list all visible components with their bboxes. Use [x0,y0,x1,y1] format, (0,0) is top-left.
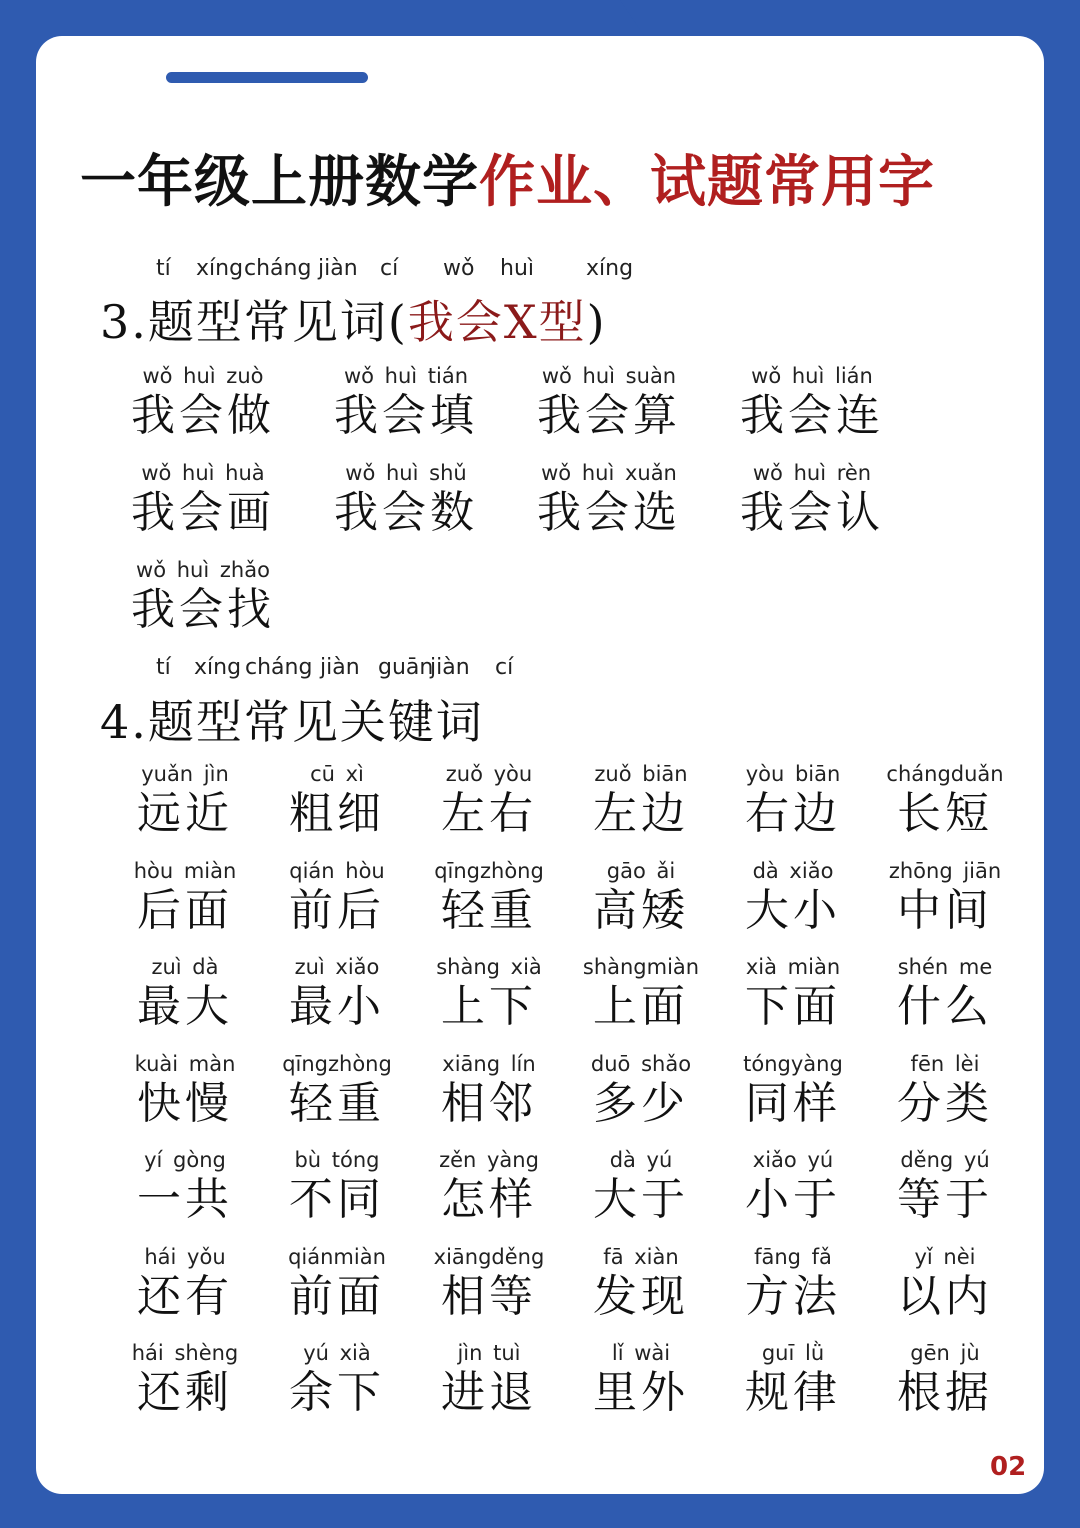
word-item [566,857,716,937]
word-characters: 我会找 [131,584,275,635]
word-characters: 还剩 [137,1367,233,1418]
word-characters: 高矮 [593,884,689,936]
word-characters: 我会做 [131,390,275,441]
word-characters: 什么 [897,981,993,1032]
word-characters: 我会画 [131,487,275,538]
word-item [110,1243,260,1323]
word-item [718,953,868,1033]
word-pinyin: fēn lèi [910,1051,980,1076]
word-pinyin: qián hòu [289,858,385,883]
word-pinyin: yú xià [303,1341,371,1365]
word-characters: 发现 [593,1270,689,1322]
pinyin-syllable: xíng [196,256,244,281]
word-pinyin: qīngzhòng [282,1051,392,1076]
word-characters: 进退 [441,1367,537,1418]
word-characters: 根据 [897,1367,993,1418]
word-item [718,857,868,937]
word-item [414,1050,564,1130]
word-item [262,857,412,937]
pinyin-syllable: jiàn [430,655,470,680]
word-item [870,1050,1020,1130]
word-pinyin: zuǒ yòu [445,762,533,786]
word-pinyin: xiāng lín [442,1051,536,1076]
word-pinyin: fā xiàn [603,1244,679,1269]
word-characters: 最大 [137,981,233,1032]
word-characters: 我会算 [537,390,681,441]
word-characters: 右边 [745,788,841,839]
word-characters: 长短 [897,788,993,839]
pinyin-syllable: cháng [244,256,312,281]
word-item [566,953,716,1033]
word-item [262,1339,412,1419]
word-characters: 左边 [593,788,689,839]
section3-title-close: ) [586,295,607,349]
word-item [718,760,868,840]
section3-title-red: 我会X型 [407,295,587,349]
word-pinyin: kuài màn [134,1051,236,1076]
word-pinyin: zhōng jiān [888,858,1002,883]
word-pinyin: wǒ huì lián [751,364,873,388]
word-item [262,1243,412,1323]
word-item [414,1243,564,1323]
word-item [262,1050,412,1130]
pinyin-syllable: tí [156,655,171,680]
pinyin-syllable: huì [500,256,534,281]
word-characters: 下面 [745,981,841,1032]
word-characters: 我会填 [334,390,478,441]
word-pinyin: yòu biān [745,762,841,786]
word-characters: 方法 [745,1270,841,1322]
word-pinyin: qīngzhòng [434,858,544,883]
word-item [566,760,716,840]
word-pinyin: wǒ huì huà [141,461,265,485]
word-pinyin: shén me [897,955,993,979]
word-item [414,1146,564,1226]
word-item [566,1243,716,1323]
page-number: 02 [990,1452,1027,1482]
section4-pinyin [0,655,1080,683]
word-item [118,362,288,442]
word-item [262,1146,412,1226]
word-pinyin: fāng fǎ [754,1244,832,1269]
word-characters: 前面 [289,1270,385,1322]
pinyin-syllable: wǒ [443,256,475,281]
word-characters: 最小 [289,981,385,1032]
word-characters: 相等 [441,1270,537,1322]
word-item [870,857,1020,937]
word-characters: 远近 [137,788,233,839]
word-item [727,362,897,442]
word-characters: 中间 [897,884,993,936]
word-pinyin: wǒ huì shǔ [345,461,467,485]
word-characters: 不同 [289,1174,385,1225]
word-pinyin: dà xiǎo [752,858,834,883]
word-characters: 我会选 [537,487,681,538]
word-characters: 前后 [289,884,385,936]
word-item [110,953,260,1033]
word-item [110,1050,260,1130]
word-pinyin: gēn jù [910,1341,980,1365]
page-title-black: 一年级上册数学 [80,150,479,215]
word-item [110,1339,260,1419]
word-characters: 还有 [137,1270,233,1322]
word-characters: 粗细 [289,788,385,839]
word-item [870,1339,1020,1419]
word-pinyin: jìn tuì [457,1341,521,1365]
word-characters: 规律 [745,1367,841,1418]
word-characters: 大小 [745,884,841,936]
word-pinyin: hòu miàn [133,858,237,883]
word-pinyin: wǒ huì zhǎo [136,558,270,582]
word-item [524,362,694,442]
word-pinyin: shàngmiàn [582,955,700,979]
word-pinyin: děng yú [900,1148,990,1172]
pinyin-syllable: jiàn [318,256,358,281]
word-item [321,362,491,442]
pinyin-syllable: cí [380,256,399,281]
word-pinyin: yuǎn jìn [141,762,229,786]
word-characters: 上下 [441,981,537,1032]
word-characters: 同样 [745,1077,841,1129]
word-pinyin: zuì dà [151,955,219,979]
word-item [118,459,288,539]
pinyin-syllable: cháng [245,655,313,680]
word-pinyin: hái shèng [131,1341,239,1365]
word-pinyin: guī lǜ [761,1341,825,1365]
word-characters: 我会认 [740,487,884,538]
pinyin-syllable: xíng [586,256,634,281]
word-characters: 余下 [289,1367,385,1418]
page-title-red: 作业、试题常用字 [479,150,935,215]
page-title [80,138,1000,218]
word-pinyin: wǒ huì tián [343,364,469,388]
word-pinyin: chángduǎn [886,762,1004,786]
word-characters: 大于 [593,1174,689,1225]
word-pinyin: tóngyàng [743,1051,843,1076]
word-pinyin: duō shǎo [590,1051,692,1076]
word-characters: 我会连 [740,390,884,441]
word-characters: 里外 [593,1367,689,1418]
word-pinyin: zuì xiǎo [294,955,380,979]
word-item [110,760,260,840]
word-characters: 怎样 [441,1174,537,1225]
word-pinyin: wǒ huì zuò [142,364,264,388]
word-item [870,953,1020,1033]
word-characters: 分类 [897,1077,993,1129]
word-pinyin: zuǒ biān [594,762,688,786]
word-item [110,857,260,937]
word-item [870,1146,1020,1226]
pinyin-syllable: jiàn [320,655,360,680]
word-characters: 轻重 [441,884,537,936]
word-pinyin: xiǎo yú [752,1148,834,1172]
word-item [414,760,564,840]
section4-title: 4.题型常见关键词 [100,695,484,749]
word-item [414,1339,564,1419]
word-item [262,760,412,840]
word-item [524,459,694,539]
word-pinyin: shàng xià [436,955,542,979]
word-item [727,459,897,539]
word-item [414,953,564,1033]
word-characters: 后面 [137,884,233,936]
word-item [110,1146,260,1226]
word-item [718,1146,868,1226]
word-pinyin: wǒ huì suàn [541,364,677,388]
word-item [718,1050,868,1130]
word-characters: 轻重 [289,1077,385,1129]
section3-title [100,286,607,352]
word-pinyin: qiánmiàn [288,1244,386,1269]
word-pinyin: xiāngděng [433,1244,545,1269]
word-characters: 以内 [897,1270,993,1322]
word-pinyin: dà yú [609,1148,673,1172]
word-item [414,857,564,937]
word-characters: 我会数 [334,487,478,538]
word-pinyin: lǐ wài [611,1341,671,1365]
word-item [566,1050,716,1130]
word-pinyin: yí gòng [144,1148,226,1172]
word-item [870,1243,1020,1323]
word-characters: 左右 [441,788,537,839]
word-pinyin: zěn yàng [439,1148,539,1172]
word-characters: 多少 [593,1077,689,1129]
word-characters: 等于 [897,1174,993,1225]
word-item [321,459,491,539]
word-pinyin: bù tóng [294,1148,380,1172]
word-item [262,953,412,1033]
word-item [870,760,1020,840]
pinyin-syllable: cí [495,655,514,680]
pinyin-syllable: tí [156,256,171,281]
decorative-bar [166,72,368,83]
word-pinyin: cū xì [310,762,364,786]
pinyin-syllable: xíng [194,655,242,680]
word-pinyin: wǒ huì rèn [752,461,872,485]
word-pinyin: gāo ǎi [606,858,676,883]
word-item [118,556,288,636]
word-pinyin: hái yǒu [144,1244,226,1269]
word-pinyin: yǐ nèi [914,1244,976,1269]
word-characters: 上面 [593,981,689,1032]
word-pinyin: wǒ huì xuǎn [541,461,677,485]
word-item [566,1146,716,1226]
section3-title-black: 3.题型常见词( [100,295,408,349]
section3-pinyin [0,256,1080,284]
word-characters: 快慢 [137,1077,233,1129]
word-characters: 小于 [745,1174,841,1225]
word-characters: 相邻 [441,1077,537,1129]
word-item [566,1339,716,1419]
word-item [718,1339,868,1419]
word-item [718,1243,868,1323]
word-pinyin: xià miàn [745,955,841,979]
pinyin-syllable: guān [378,655,434,680]
word-characters: 一共 [137,1174,233,1225]
